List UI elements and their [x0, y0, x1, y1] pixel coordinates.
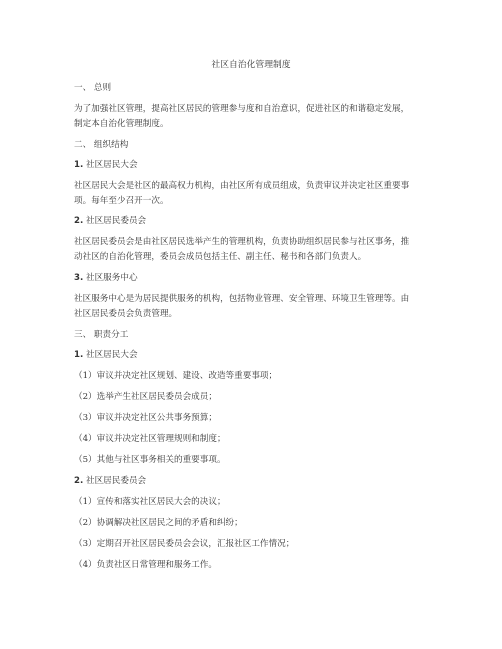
subheading-text: 社区居民大会 — [85, 160, 138, 170]
paragraph-line: 社区居民大会是社区的最高权力机构，由社区所有成员组成，负责审议并决定社区重要事 — [74, 181, 410, 191]
subheading-residents-assembly-duties — [74, 350, 138, 361]
subheading-residents-committee-duties — [74, 476, 146, 487]
subheading-number: 2. — [74, 216, 84, 226]
subheading-residents-assembly — [74, 160, 138, 171]
subheading-number: 3. — [74, 273, 84, 283]
paragraph-line: 动社区的自治化管理，委员会成员包括主任、副主任、秘书和各部门负责人。 — [74, 252, 367, 262]
list-item: （2）选举产生社区居民委员会成员； — [74, 392, 217, 402]
paragraph-line: 项。每年至少召开一次。 — [74, 196, 169, 206]
subheading-text: 社区服务中心 — [85, 273, 138, 283]
subheading-number: 2. — [74, 476, 84, 486]
list-item: （3）定期召开社区居民委员会会议，汇报社区工作情况； — [74, 539, 295, 549]
paragraph-line: 制定本自治化管理制度。 — [74, 119, 169, 129]
list-item: （1）审议并决定社区规划、建设、改造等重要事项； — [74, 371, 278, 381]
section-heading-general: 一、 总则 — [74, 83, 112, 93]
list-item: （4）负责社区日常管理和服务工作。 — [74, 560, 217, 570]
paragraph-line: 社区服务中心是为居民提供服务的机构，包括物业管理、安全管理、环境卫生管理等。由 — [74, 294, 410, 304]
list-item: （4）审议并决定社区管理规则和制度； — [74, 434, 226, 444]
subheading-residents-committee — [74, 216, 146, 227]
subheading-text: 社区居民委员会 — [85, 476, 147, 486]
list-item: （1）宣传和落实社区居民大会的决议； — [74, 497, 226, 507]
list-item: （2）协调解决社区居民之间的矛盾和纠纷； — [74, 518, 243, 528]
subheading-service-center — [74, 273, 138, 284]
document-title: 社区自治化管理制度 — [211, 60, 291, 70]
paragraph-line: 社区居民委员会负责管理。 — [74, 309, 178, 319]
list-item: （5）其他与社区事务相关的重要事项。 — [74, 455, 226, 465]
paragraph-line: 为了加强社区管理，提高社区居民的管理参与度和自治意识，促进社区的和谐稳定发展， — [74, 104, 410, 114]
section-heading-structure: 二、 组织结构 — [74, 140, 129, 150]
subheading-number: 1. — [74, 350, 84, 360]
subheading-text: 社区居民委员会 — [85, 216, 147, 226]
subheading-number: 1. — [74, 160, 84, 170]
section-heading-duties: 三、 职责分工 — [74, 330, 129, 340]
subheading-text: 社区居民大会 — [85, 350, 138, 360]
list-item: （3）审议并决定社区公共事务预算； — [74, 413, 217, 423]
paragraph-line: 社区居民委员会是由社区居民选举产生的管理机构，负责协助组织居民参与社区事务，推 — [74, 237, 410, 247]
